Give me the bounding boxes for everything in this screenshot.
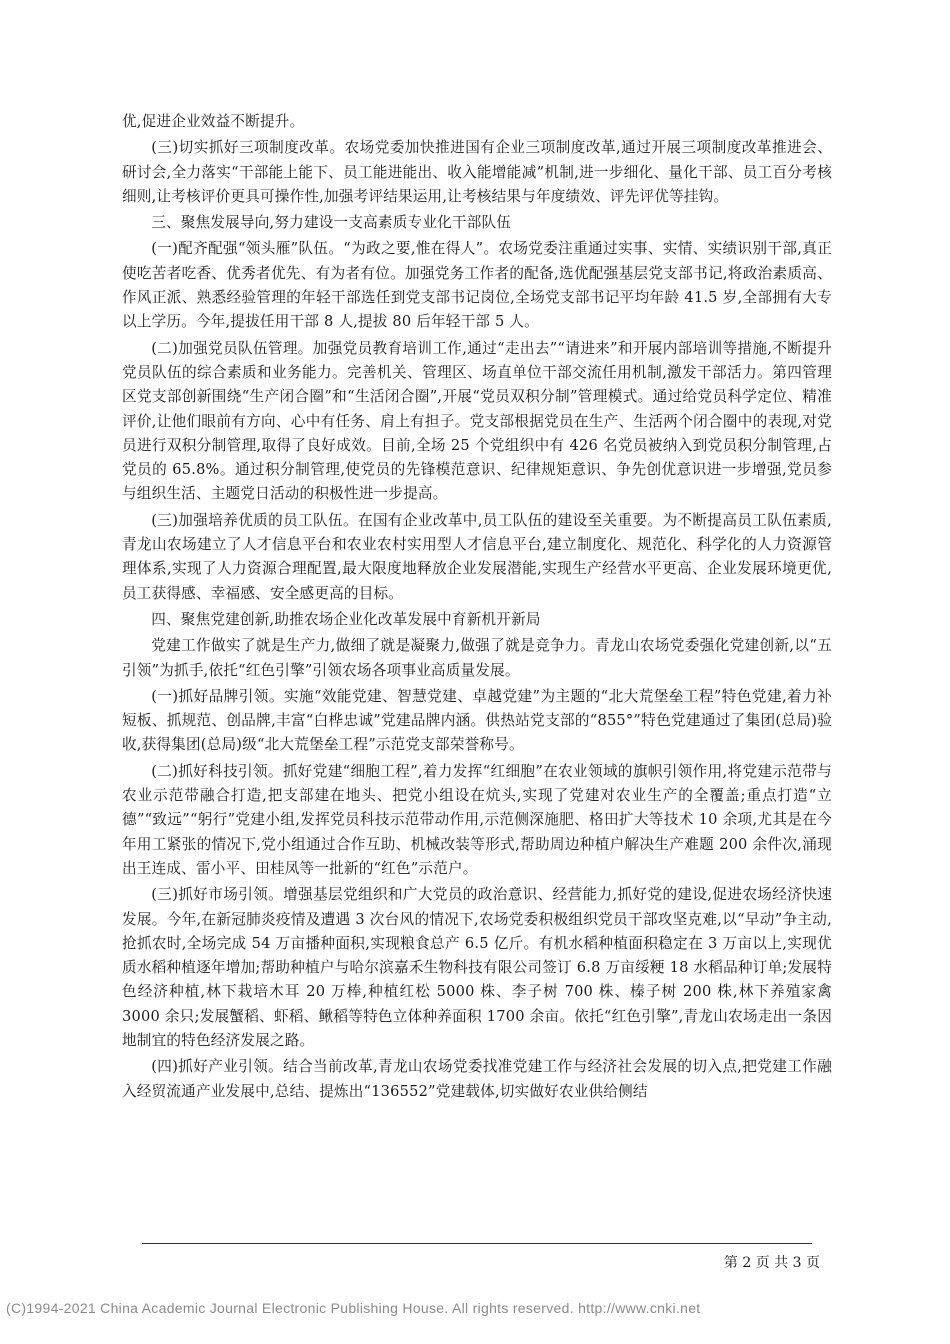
paragraph: (三)抓好市场引领。增强基层党组织和广大党员的政治意识、经营能力,抓好党的建设,促进农场经济快速发展。今年,在新冠肺炎疫情及遭遇 3 次台风的情况下,农场党委积极组织党员干部攻坚克难,以“早动”争主动,抢抓农时,全场完成 54 万亩播种面积,实现粮食总产 6.5 亿斤。有机水稻种植面积稳定在 3 万亩以上,实现优质水稻种植逐年增加;帮助种植户与哈尔滨嘉禾生物科技有限公司签订 6.8 万亩绥粳 18 水稻品种订单;发展特色经济种植,林下栽培木耳 20 万棒,种植红松 5000 株、李子树 700 株、榛子树 200 株,林下养殖家禽 3000 余只;发展蟹稻、虾稻、鳅稻等特色立体种养面积 1700 余亩。依托“红色引擎”,青龙山农场走出一条因地制宜的特色经济发展之路。	[122, 886, 832, 1049]
paragraph: (一)配齐配强“领头雁”队伍。“为政之要,惟在得人”。农场党委注重通过实事、实情、实绩识别干部,真正使吃苦者吃香、优秀者优先、有为者有位。加强党务工作者的配备,选优配强基层党支部书记,将政治素质高、作风正派、熟悉经验管理的年轻干部选任到党支部书记岗位,全场党支部书记平均年龄 41.5 岁,全部拥有大专以上学历。今年,提拔任用干部 8 人,提拔 80 后年轻干部 5 人。	[122, 240, 832, 331]
document-body	[122, 110, 832, 1106]
paragraph: (二)抓好科技引领。抓好党建“细胞工程”,着力发挥“红细胞”在农业领域的旗帜引领作用,将党建示范带与农业示范带融合打造,把支部建在地头、把党小组设在炕头,实现了党建对农业生产的全覆盖;重点打造“立德”“致远”“躬行”党建小组,发挥党员科技示范带动作用,示范侧深施肥、格田扩大等技术 10 余项,尤其是在今年用工紧张的情况下,党小组通过合作互助、机械改装等形式,帮助周边种植户解决生产难题 200 余件次,涌现出王连成、雷小平、田桂凤等一批新的“红色”示范户。	[122, 762, 832, 877]
paragraph: (一)抓好品牌引领。实施“效能党建、智慧党建、卓越党建”为主题的“北大荒堡垒工程”特色党建,着力补短板、抓规范、创品牌,丰富“白桦忠诚”党建品牌内涵。供热站党支部的“855°”特色党建通过了集团(总局)验收,获得集团(总局)级“北大荒堡垒工程”示范党支部荣誉称号。	[122, 687, 832, 754]
paragraph: (三)切实抓好三项制度改革。农场党委加快推进国有企业三项制度改革,通过开展三项制度改革推进会、研讨会,全力落实“干部能上能下、员工能进能出、收入能增能减”机制,进一步细化、量化干部、员工百分考核细则,让考核评价更具可操作性,加强考评结果运用,让考核结果与年度绩效、评先评优等挂钩。	[122, 139, 832, 205]
paragraph: (四)抓好产业引领。结合当前改革,青龙山农场党委找准党建工作与经济社会发展的切入点,把党建工作融入经贸流通产业发展中,总结、提炼出“136552”党建载体,切实做好农业供给侧结	[122, 1058, 832, 1100]
copyright-notice: (C)1994-2021 China Academic Journal Electronic Publishing House. All rights reserved. http://www.cnki.net	[6, 1300, 701, 1316]
paragraph: (三)加强培养优质的员工队伍。在国有企业改革中,员工队伍的建设至关重要。为不断提高员工队伍素质,青龙山农场建立了人才信息平台和农业农村实用型人才信息平台,建立制度化、规范化、科学化的人力资源管理体系,实现了人力资源合理配置,最大限度地释放企业发展潜能,实现生产经营水平更高、企业发展环境更优,员工获得感、幸福感、安全感更高的目标。	[122, 511, 832, 602]
paragraph: 党建工作做实了就是生产力,做细了就是凝聚力,做强了就是竞争力。青龙山农场党委强化党建创新,以“五引领”为抓手,依托“红色引擎”引领农场各项事业高质量发展。	[122, 637, 832, 679]
footer-rule	[142, 1243, 812, 1244]
section-heading: 四、聚焦党建创新,助推农场企业化改革发展中育新机开新局	[151, 610, 541, 628]
page-number: 第 2 页 共 3 页	[723, 1255, 820, 1271]
paragraph: (二)加强党员队伍管理。加强党员教育培训工作,通过“走出去”“请进来”和开展内部培训等措施,不断提升党员队伍的综合素质和业务能力。完善机关、管理区、场直单位干部交流任用机制,激发干部活力。第四管理区党支部创新围绕“生产闭合圈”和“生活闭合圈”,开展“党员双积分制”管理模式。通过给党员科学定位、精准评价,让他们眼前有方向、心中有任务、肩上有担子。党支部根据党员在生产、生活两个闭合圈中的表现,对党员进行双积分制管理,取得了良好成效。目前,全场 25 个党组织中有 426 名党员被纳入到党员积分制管理,占党员的 65.8%。通过积分制管理,使党员的先锋模范意识、纪律规矩意识、争先创优意识进一步增强,党员参与组织生活、主题党日活动的积极性进一步提高。	[122, 339, 832, 503]
section-heading: 三、聚焦发展导向,努力建设一支高素质专业化干部队伍	[151, 214, 512, 232]
paragraph: 优,促进企业效益不断提升。	[122, 113, 305, 130]
